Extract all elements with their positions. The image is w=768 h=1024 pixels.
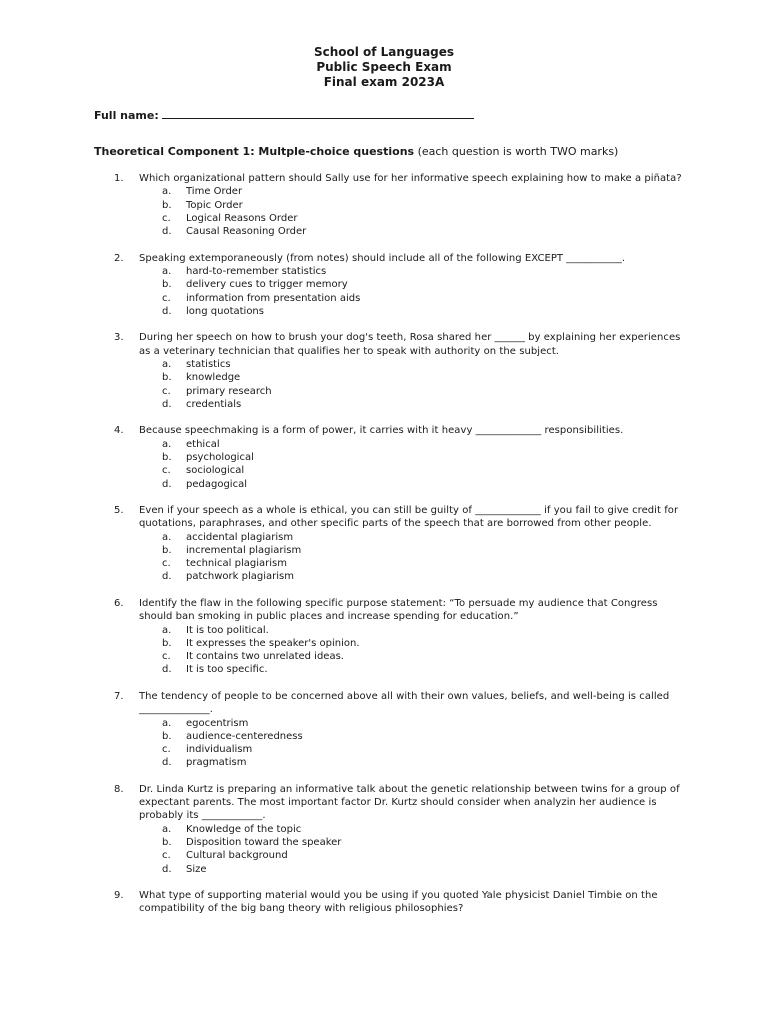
question-number: 4.	[114, 425, 124, 437]
answer-options	[114, 717, 684, 770]
question-3	[114, 331, 684, 411]
answer-option	[162, 185, 684, 198]
option-letter: d.	[162, 226, 172, 238]
exam-session: Final exam 2023A	[323, 75, 445, 89]
answer-option	[162, 438, 684, 451]
question-text: Dr. Linda Kurtz is preparing an informative talk about the genetic relationship between twins for a group of expectant parents. The most important factor Dr. Kurtz should consider when analyzin her audience is probably its ____________.	[139, 783, 680, 822]
answer-option	[162, 544, 684, 557]
answer-option	[162, 212, 684, 225]
question-2	[114, 252, 684, 318]
question-list	[114, 172, 684, 929]
option-text: technical plagiarism	[186, 558, 287, 570]
answer-option	[162, 478, 684, 491]
option-letter: b.	[162, 372, 172, 384]
option-letter: d.	[162, 757, 172, 769]
option-letter: a.	[162, 823, 172, 835]
answer-option	[162, 305, 684, 318]
answer-option	[162, 743, 684, 756]
question-number: 3.	[114, 332, 124, 344]
question-number: 8.	[114, 783, 124, 795]
answer-option	[162, 863, 684, 876]
answer-option	[162, 717, 684, 730]
question-text: What type of supporting material would you be using if you quoted Yale physicist Daniel Timbie on the compatibility of the big bang theory with religious philosophies?	[139, 890, 658, 915]
answer-options	[114, 823, 684, 876]
option-text: long quotations	[186, 305, 264, 317]
answer-option	[162, 557, 684, 570]
option-text: It is too specific.	[186, 664, 268, 676]
option-letter: c.	[162, 212, 171, 224]
option-text: Time Order	[186, 186, 243, 198]
option-text: Topic Order	[186, 199, 243, 211]
option-letter: b.	[162, 451, 172, 463]
option-text: pedagogical	[186, 478, 247, 490]
option-letter: b.	[162, 637, 172, 649]
option-text: credentials	[186, 398, 242, 410]
answer-option	[162, 823, 684, 836]
option-text: primary research	[186, 385, 272, 397]
option-text: patchwork plagiarism	[186, 571, 294, 583]
question-text: Identify the flaw in the following specific purpose statement: “To persuade my audience that Congress should ban smoking in public places and increase spending for education.”	[139, 597, 658, 623]
full-name-label: Full name:	[94, 109, 159, 122]
full-name-field	[94, 107, 474, 123]
option-letter: c.	[162, 292, 171, 304]
option-text: audience-centeredness	[186, 730, 303, 742]
option-text: Causal Reasoning Order	[186, 226, 307, 238]
option-text: hard-to-remember statistics	[186, 265, 327, 277]
option-text: ethical	[186, 438, 220, 450]
option-letter: b.	[162, 199, 172, 211]
answer-option	[162, 663, 684, 676]
question-7	[114, 690, 684, 770]
question-6	[114, 597, 684, 677]
option-letter: a.	[162, 717, 172, 729]
question-number: 6.	[114, 597, 124, 609]
answer-option	[162, 836, 684, 849]
answer-option	[162, 265, 684, 278]
question-text: Because speechmaking is a form of power, it carries with it heavy _____________ responsibilities.	[139, 425, 624, 437]
answer-option	[162, 398, 684, 411]
question-text: Which organizational pattern should Sally use for her informative speech explaining how to make a piñata?	[139, 173, 682, 184]
option-text: incremental plagiarism	[186, 544, 302, 556]
answer-option	[162, 849, 684, 862]
answer-option	[162, 531, 684, 544]
answer-options	[114, 185, 684, 238]
question-1	[114, 172, 684, 238]
exam-name: Public Speech Exam	[316, 60, 452, 74]
option-letter: b.	[162, 730, 172, 742]
option-letter: a.	[162, 438, 172, 450]
answer-options	[114, 438, 684, 491]
option-text: egocentrism	[186, 717, 249, 729]
school-name: School of Languages	[313, 45, 455, 59]
answer-option	[162, 624, 684, 637]
option-letter: b.	[162, 837, 172, 849]
option-text: sociological	[186, 465, 245, 477]
option-text: Disposition toward the speaker	[186, 837, 342, 849]
answer-option	[162, 292, 684, 305]
answer-option	[162, 358, 684, 371]
question-8	[114, 783, 684, 876]
question-number: 5.	[114, 504, 124, 516]
question-4	[114, 424, 684, 490]
answer-options	[114, 531, 684, 584]
option-letter: d.	[162, 398, 172, 410]
option-text: psychological	[186, 451, 254, 463]
option-text: delivery cues to trigger memory	[186, 279, 348, 291]
option-letter: d.	[162, 478, 172, 490]
option-letter: d.	[162, 863, 172, 875]
option-letter: a.	[162, 531, 172, 543]
option-letter: c.	[162, 744, 171, 756]
option-letter: d.	[162, 571, 172, 583]
option-text: Cultural background	[186, 850, 288, 862]
answer-option	[162, 451, 684, 464]
answer-options	[114, 265, 684, 318]
answer-option	[162, 637, 684, 650]
option-letter: a.	[162, 265, 172, 277]
question-number: 7.	[114, 690, 124, 702]
option-letter: a.	[162, 624, 172, 636]
option-letter: c.	[162, 850, 171, 862]
question-text: Speaking extemporaneously (from notes) should include all of the following EXCEPT ___________.	[139, 252, 626, 264]
option-text: accidental plagiarism	[186, 531, 294, 543]
option-letter: d.	[162, 305, 172, 317]
answer-option	[162, 385, 684, 398]
answer-option	[162, 570, 684, 583]
option-letter: c.	[162, 465, 171, 477]
question-5	[114, 504, 684, 584]
question-9	[114, 889, 684, 916]
question-number: 1.	[114, 173, 124, 184]
option-text: Logical Reasons Order	[186, 212, 298, 224]
section-title	[94, 145, 618, 159]
question-text: Even if your speech as a whole is ethical, you can still be guilty of _____________ if you fail to give credit for quotations, paraphrases, and other specific parts of the speech that are borrowed from other people.	[139, 504, 679, 530]
option-text: information from presentation aids	[186, 292, 361, 304]
option-text: It is too political.	[186, 624, 269, 636]
answer-option	[162, 730, 684, 743]
full-name-blank-line	[162, 107, 474, 119]
option-text: It expresses the speaker's opinion.	[186, 637, 360, 649]
option-letter: a.	[162, 358, 172, 370]
option-text: knowledge	[186, 372, 241, 384]
question-text: The tendency of people to be concerned above all with their own values, beliefs, and well-being is called ______________.	[139, 690, 670, 716]
option-text: pragmatism	[186, 757, 247, 769]
option-text: It contains two unrelated ideas.	[186, 651, 344, 663]
option-text: statistics	[186, 358, 231, 370]
answer-option	[162, 650, 684, 663]
option-text: Size	[186, 863, 207, 875]
answer-option	[162, 278, 684, 291]
option-letter: c.	[162, 651, 171, 663]
option-letter: b.	[162, 544, 172, 556]
option-text: Knowledge of the topic	[186, 823, 302, 835]
answer-options	[114, 624, 684, 677]
question-number: 2.	[114, 252, 124, 264]
option-letter: a.	[162, 186, 172, 198]
answer-option	[162, 199, 684, 212]
option-letter: d.	[162, 664, 172, 676]
answer-option	[162, 464, 684, 477]
section-title-bold: Theoretical Component 1: Multple-choice questions	[94, 145, 415, 158]
question-number: 9.	[114, 890, 124, 902]
option-letter: c.	[162, 558, 171, 570]
answer-options	[114, 358, 684, 411]
option-letter: b.	[162, 279, 172, 291]
answer-option	[162, 371, 684, 384]
section-title-rest: (each question is worth TWO marks)	[414, 145, 619, 158]
option-letter: c.	[162, 385, 171, 397]
answer-option	[162, 225, 684, 238]
answer-option	[162, 756, 684, 769]
option-text: individualism	[186, 744, 253, 756]
exam-header	[0, 45, 768, 90]
question-text: During her speech on how to brush your dog's teeth, Rosa shared her ______ by explaining her experiences as a veterinary technician that qualifies her to speak with authority on the subject.	[139, 332, 681, 357]
